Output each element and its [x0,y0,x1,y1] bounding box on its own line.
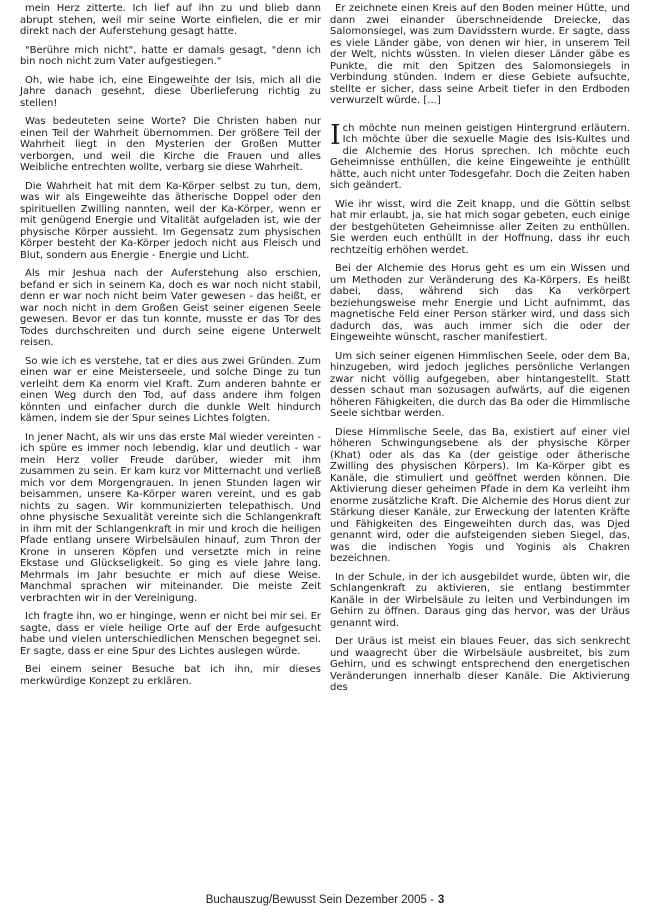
paragraph: Der Uräus ist meist ein blaues Feuer, das sich senkrecht und waagrecht über die Wirbelsäule ausbreitet, bis zum Gehirn, und es schwingt entsprechend den energetischen Veränderungen innerhalb dieser Kanäle. Die Aktivierung des [330,636,630,693]
drop-cap-initial: I [330,119,341,151]
paragraph: Die Wahrheit hat mit dem Ka-Körper selbst zu tun, dem, was wir als Eingeweihte das ätherische Doppel oder den spirituellen Zwilling nannten, weil der Ka-Körper, wenn er mit genügend Energie und Vitalität aufgeladen ist, wie der physische Körper aussieht. Im Gegensatz zum physischen Körper besteht der Ka-Körper jedoch nicht aus Fleisch und Blut, sondern aus Energie - Energie und Licht. [20,180,321,261]
paragraph: Bei der Alchemie des Horus geht es um ein Wissen und um Methoden zur Veränderung des Ka-Körpers. Es heißt dabei, dass, während sich das Ka verkörpert beziehungsweise mehr Energie und Licht aufnimmt, das magnetische Feld einer Person stärker wird, und dass sich dadurch das, was auch immer sich die oder der Eingeweihte wünscht, rascher manifestiert. [330,263,630,343]
page-number: 3 [437,894,445,906]
left-column [20,3,321,694]
paragraph: Als mir Jeshua nach der Auferstehung also erschien, befand er sich in seinem Ka, doch es war noch nicht stabil, denn er war noch nicht beim Vater gewesen - das heißt, er war noch nicht in dem Großen Geist seiner eigenen Seele gewesen. Bevor er das tun konnte, musste er das Tor des Todes durchschreiten und durch seine eigene Unterwelt reisen. [20,268,321,348]
paragraph: Wie ihr wisst, wird die Zeit knapp, und die Göttin selbst hat mir erlaubt, ja, sie hat mich sogar gebeten, euch einige der bestgehüteten Geheimnisse aller Zeiten zu enthüllen. Sie werden euch enthüllt in der Hoffnung, dass ihr euch rechtzeitig erhöhen werdet. [330,198,630,256]
paragraph: mein Herz zitterte. Ich lief auf ihn zu und blieb dann abrupt stehen, weil mir seine Worte einfielen, die er mir direkt nach der Auferstehung gesagt hatte. [20,3,321,37]
footer-text: Buchauszug/Bewusst Sein Dezember 2005 - [205,894,434,906]
paragraph: Diese Himmlische Seele, das Ba, existiert auf einer viel höheren Schwingungsebene als der physische Körper (Khat) oder als das Ka (der geistige oder ätherische Zwilling des physischen Körpers). Im Ka-Körper gibt es Kanäle, die stimuliert und geöffnet werden können. Die Aktivierung dieser geheimen Pfade in dem Ka verleiht ihm enorme zusätzliche Kraft. Die Alchemie des Horus dient zur Stärkung dieser Kanäle, zur Erweckung der latenten Kräfte und Fähigkeiten des Eingeweihten durch das, was Djed genannt wird, oder die aufsteigenden sieben Siegel, das, was die indischen Yogis und Yoginis als Chakren bezeichnen. [330,426,630,564]
page-footer [0,894,650,906]
paragraph: "Berühre mich nicht", hatte er damals gesagt, "denn ich bin noch nicht zum Vater aufgestiegen." [20,44,321,67]
drop-cap-paragraph [330,119,630,192]
paragraph: Ich fragte ihn, wo er hinginge, wenn er nicht bei mir sei. Er sagte, dass er viele heilige Orte auf der Erde aufgesucht habe und vielen unterschiedlichen Menschen begegnet sei. Er sagte, dass er eine Spur des Lichtes auslegen würde. [20,611,321,657]
paragraph: Bei einem seiner Besuche bat ich ihn, mir dieses merkwürdige Konzept zu erklären. [20,664,321,687]
drop-cap-text: ch möchte nun meinen geistigen Hintergrund erläutern. Ich möchte über die sexuelle Magie des Isis-Kultes und die Alchemie des Horus sprechen. Ich möchte euch Geheimnisse enthüllen, die keine Eingeweihte je enthüllt hätte, auch nicht unter Todesgefahr. Doch die Zeiten haben sich geändert. [330,122,630,191]
paragraph: In der Schule, in der ich ausgebildet wurde, übten wir, die Schlangenkraft zu aktivieren, sie entlang bestimmter Kanäle in der Wirbelsäule zu leiten und Verbindungen im Gehirn zu öffnen. Daraus ging das hervor, was der Uräus genannt wird. [330,571,630,629]
paragraph: In jener Nacht, als wir uns das erste Mal wieder vereinten - ich spüre es immer noch lebendig, klar und deutlich - war mein Herz voller Freude darüber, wieder mit ihm zusammen zu sein. Er kam kurz vor Mitternacht und verließ mich vor dem Morgengrauen. In jenen Stunden lagen wir beisammen, unsere Ka-Körper waren vereint, und es gab nichts zu sagen. Wir kommunizierten telepathisch. Und ohne physische Sexualität vereinte sich die Schlangenkraft in ihm mit der Schlangenkraft in mir und kroch die heiligen Pfade entlang unsere Wirbelsäulen hinauf, zum Thron der Krone in unseren Köpfen und versetzte mich in reine Ekstase und Glückseligkeit. So ging es viele Jahre lang. Mehrmals im Jahr besuchte er mich auf diese Weise. Manchmal sprachen wir miteinander. Die meiste Zeit verbrachten wir in der Vereinigung. [20,431,321,604]
right-column [330,3,630,701]
paragraph: Oh, wie habe ich, eine Eingeweihte der Isis, mich all die Jahre danach gesehnt, diese Überlieferung richtig zu stellen! [20,74,321,109]
paragraph: Er zeichnete einen Kreis auf den Boden meiner Hütte, und dann zwei einander überschneidende Dreiecke, das Salomonsiegel, was zum Davidsstern wurde. Er sagte, dass es viele Länder gäbe, von denen wir hier, in unserem Teil der Welt, nichts wüssten. In vielen dieser Länder gäbe es Punkte, die mit den Spitzen des Salomonsiegels in Verbindung stünden. Indem er diese Gebiete aufsuchte, stellte er sicher, dass seine Arbeit tiefer in den Erdboden verwurzelt würde. [...] [330,3,630,106]
paragraph: Was bedeuteten seine Worte? Die Christen haben nur einen Teil der Wahrheit übernommen. Der größere Teil der Wahrheit liegt in den Mysterien der Großen Mutter verborgen, und weil die Kirche die Frauen und alles Weibliche entrechten wollte, verbarg sie diese Wahrheit. [20,116,321,173]
paragraph: So wie ich es verstehe, tat er dies aus zwei Gründen. Zum einen war er eine Meisterseele, und solche Dinge zu tun verleiht dem Ka enorm viel Kraft. Zum anderen bahnte er einen Weg durch den Tod, auf dass andere ihm folgen könnten und einfacher durch die dunkle Welt hindurch kämen, indem sie der Spur seines Lichtes folgten. [20,355,321,424]
paragraph: Um sich seiner eigenen Himmlischen Seele, oder dem Ba, hinzugeben, wird jedoch jegliches persönliche Verlangen zwar nicht völlig aufgegeben, aber hintangestellt. Statt dessen schaut man sozusagen aufwärts, auf die eigenen höheren Fähigkeiten, die durch das Ba oder die Himmlische Seele sichtbar werden. [330,350,630,419]
